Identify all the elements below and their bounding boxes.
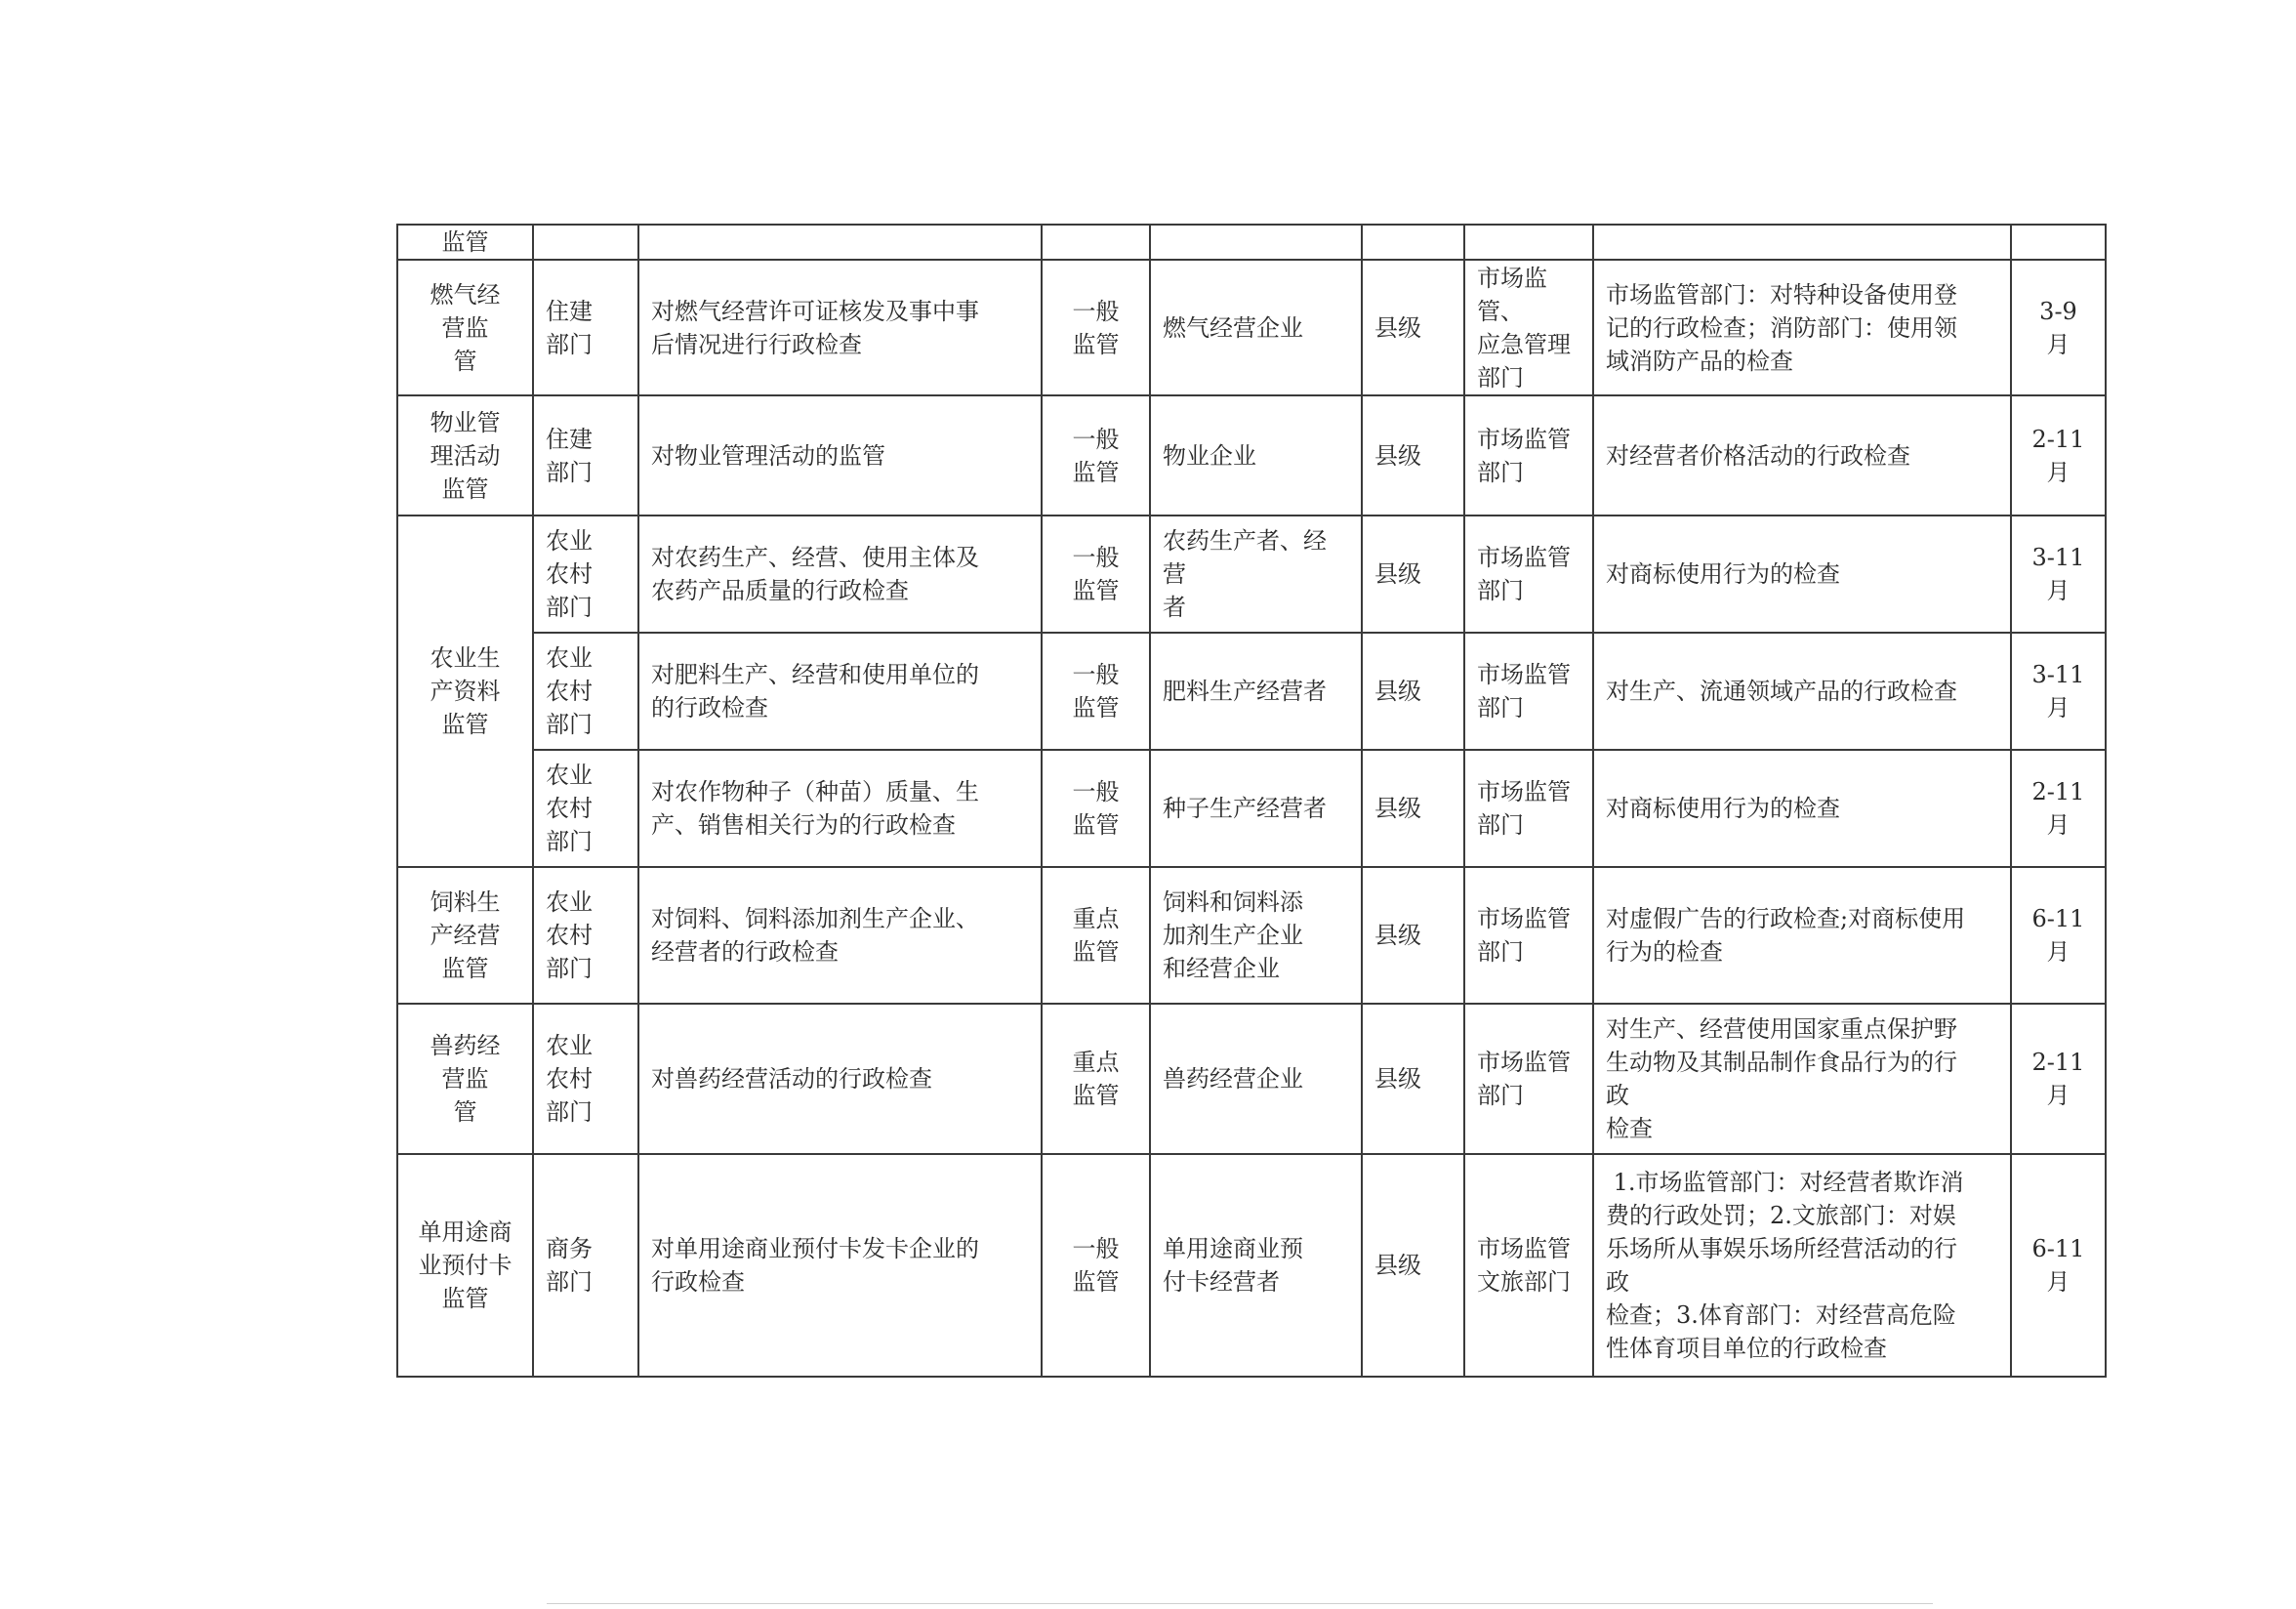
- cell-text-line: 2-11: [2031, 425, 2085, 453]
- cell-text-line: 监管: [441, 228, 489, 256]
- cell-text-line: 农业生: [430, 644, 501, 672]
- cell-text-line: 部门: [546, 711, 593, 738]
- joint-inspection-content-cell: [1593, 1004, 2011, 1154]
- cell-text-line: 月: [2046, 811, 2070, 839]
- cell-text-line: 县级: [1374, 795, 1421, 822]
- cooperating-department-cell: [1464, 516, 1593, 633]
- cell-text-line: 农药产品质量的行政检查: [651, 577, 909, 604]
- joint-inspection-content-cell: [1593, 633, 2011, 750]
- table-row: [397, 225, 2106, 260]
- cell-text-line: 市场监管: [1477, 778, 1571, 805]
- lead-department-cell: [533, 867, 638, 1004]
- cell-text-line: 3-9: [2039, 297, 2077, 325]
- cell-text-line: 对虚假广告的行政检查;对商标使用: [1606, 905, 1966, 932]
- cooperating-department-cell: [1464, 633, 1593, 750]
- inspection-content-cell: [638, 1154, 1042, 1377]
- cell-text-line: 监管: [441, 955, 489, 982]
- cell-text-line: 农业: [546, 527, 593, 555]
- cell-text-line: 饲料和饲料添: [1163, 888, 1303, 916]
- cell-text-line: 农药生产者、经营: [1163, 527, 1327, 588]
- cell-text-line: 营监: [441, 1065, 489, 1093]
- cell-text-line: 者: [1163, 594, 1186, 621]
- cell-text-line: 重点: [1072, 905, 1120, 932]
- joint-inspection-content-cell: [1593, 225, 2011, 260]
- cell-text-line: 2-11: [2031, 778, 2085, 805]
- cell-text-line: 市场监管: [1477, 544, 1571, 571]
- cooperating-department-cell: [1464, 260, 1593, 395]
- cell-text-line: 付卡经营者: [1163, 1268, 1280, 1296]
- timeframe-cell: [2011, 260, 2106, 395]
- cell-text-line: 一般: [1072, 297, 1120, 325]
- cell-text-line: 政: [1606, 1082, 1629, 1109]
- cooperating-department-cell: [1464, 1004, 1593, 1154]
- cooperating-department-cell: [1464, 1154, 1593, 1377]
- inspection-object-cell: [1150, 260, 1362, 395]
- cell-text-line: 加剂生产企业: [1163, 922, 1303, 949]
- joint-inspection-content-cell: [1593, 750, 2011, 867]
- supervision-type-cell: [1042, 867, 1150, 1004]
- cell-text-line: 燃气经营企业: [1163, 313, 1303, 342]
- cell-text-line: 行为的检查: [1606, 938, 1723, 966]
- cell-text-line: 监管: [1072, 811, 1120, 839]
- table-row: [397, 516, 2106, 633]
- cell-text-line: 一般: [1072, 661, 1120, 688]
- cell-text-line: 理活动: [430, 441, 501, 470]
- cell-text-line: 县级: [1374, 441, 1421, 470]
- cooperating-department-cell: [1464, 867, 1593, 1004]
- cell-text-line: 对生产、流通领域产品的行政检查: [1606, 678, 1957, 705]
- cell-text-line: 单用途商业预: [1163, 1235, 1303, 1262]
- cell-text-line: 监管: [1072, 1268, 1120, 1296]
- cell-text-line: 农村: [546, 560, 593, 588]
- joint-inspection-content-cell: [1593, 516, 2011, 633]
- cell-text-line: 营监: [441, 313, 489, 342]
- level-cell: [1362, 516, 1464, 633]
- supervision-item-cell: [397, 516, 533, 867]
- cell-text-line: 县级: [1374, 560, 1421, 588]
- supervision-table: [396, 224, 2107, 1378]
- cell-text-line: 月: [2046, 938, 2070, 966]
- cell-text-line: 月: [2046, 577, 2070, 604]
- level-cell: [1362, 633, 1464, 750]
- cell-text-line: 政: [1606, 1268, 1629, 1296]
- inspection-object-cell: [1150, 225, 1362, 260]
- cell-text-line: 市场监管: [1477, 1235, 1571, 1262]
- cell-text-line: 性体育项目单位的行政检查: [1606, 1335, 1887, 1362]
- cell-text-line: 监管: [1072, 458, 1120, 486]
- inspection-content-cell: [638, 260, 1042, 395]
- supervision-type-cell: [1042, 225, 1150, 260]
- inspection-content-cell: [638, 225, 1042, 260]
- cell-text-line: 记的行政检查；消防部门：使用领: [1606, 313, 1957, 342]
- cell-text-line: 农业: [546, 762, 593, 789]
- cell-text-line: 农村: [546, 922, 593, 949]
- lead-department-cell: [533, 633, 638, 750]
- cell-text-line: 管: [453, 1098, 477, 1126]
- cell-text-line: 单用途商: [418, 1218, 512, 1246]
- cell-text-line: 监管: [1072, 1082, 1120, 1109]
- cell-text-line: 监管: [1072, 577, 1120, 604]
- supervision-item-cell: [397, 1004, 533, 1154]
- cell-text-line: 部门: [546, 594, 593, 621]
- cell-text-line: 月: [2046, 694, 2070, 722]
- inspection-content-cell: [638, 395, 1042, 516]
- cell-text-line: 肥料生产经营者: [1163, 678, 1327, 705]
- cell-text-line: 文旅部门: [1477, 1268, 1571, 1296]
- cell-text-line: 住建: [546, 297, 593, 325]
- joint-inspection-content-cell: [1593, 1154, 2011, 1377]
- cell-text-line: 部门: [546, 330, 593, 358]
- cell-text-line: 种子生产经营者: [1163, 795, 1327, 822]
- cell-text-line: 监管: [441, 1285, 489, 1312]
- cell-text-line: 一般: [1072, 544, 1120, 571]
- cell-text-line: 应急管理: [1477, 330, 1571, 358]
- cell-text-line: 对商标使用行为的检查: [1606, 795, 1840, 822]
- scan-artifact-line: [547, 1603, 1933, 1604]
- table-row: [397, 750, 2106, 867]
- cell-text-line: 部门: [1477, 363, 1524, 392]
- cell-text-line: 市场监管: [1477, 1049, 1571, 1076]
- cell-text-line: 农业: [546, 888, 593, 916]
- timeframe-cell: [2011, 750, 2106, 867]
- cell-text-line: 县级: [1374, 313, 1421, 342]
- supervision-type-cell: [1042, 516, 1150, 633]
- cell-text-line: 管: [453, 347, 477, 375]
- cell-text-line: 农村: [546, 795, 593, 822]
- inspection-content-cell: [638, 1004, 1042, 1154]
- timeframe-cell: [2011, 1154, 2106, 1377]
- supervision-type-cell: [1042, 633, 1150, 750]
- cell-text-line: 市场监管: [1477, 425, 1571, 453]
- cell-text-line: 对兽药经营活动的行政检查: [651, 1065, 932, 1093]
- supervision-type-cell: [1042, 750, 1150, 867]
- cell-text-line: 兽药经: [430, 1032, 501, 1059]
- inspection-content-cell: [638, 867, 1042, 1004]
- timeframe-cell: [2011, 225, 2106, 260]
- supervision-item-cell: [397, 225, 533, 260]
- cell-text-line: 部门: [546, 458, 593, 486]
- timeframe-cell: [2011, 633, 2106, 750]
- cell-text-line: 部门: [1477, 1082, 1524, 1109]
- cell-text-line: 检查；3.体育部门：对经营高危险: [1606, 1301, 1956, 1329]
- cell-text-line: 重点: [1072, 1049, 1120, 1076]
- table-row: [397, 260, 2106, 395]
- cell-text-line: 产、销售相关行为的行政检查: [651, 811, 956, 839]
- lead-department-cell: [533, 1004, 638, 1154]
- cell-text-line: 乐场所从事娱乐场所经营活动的行: [1606, 1235, 1957, 1262]
- inspection-object-cell: [1150, 750, 1362, 867]
- table-row: [397, 633, 2106, 750]
- lead-department-cell: [533, 1154, 638, 1377]
- cell-text-line: 的行政检查: [651, 694, 768, 722]
- inspection-object-cell: [1150, 1154, 1362, 1377]
- table-row: [397, 395, 2106, 516]
- cell-text-line: 监管: [1072, 330, 1120, 358]
- lead-department-cell: [533, 516, 638, 633]
- cooperating-department-cell: [1464, 395, 1593, 516]
- inspection-object-cell: [1150, 633, 1362, 750]
- cell-text-line: 物业企业: [1163, 441, 1256, 470]
- cell-text-line: 产资料: [430, 678, 501, 705]
- cell-text-line: 县级: [1374, 1065, 1421, 1093]
- cell-text-line: 对单用途商业预付卡发卡企业的: [651, 1235, 979, 1262]
- supervision-type-cell: [1042, 1154, 1150, 1377]
- cell-text-line: 域消防产品的检查: [1606, 347, 1793, 375]
- cell-text-line: 部门: [546, 828, 593, 855]
- cell-text-line: 月: [2046, 1268, 2070, 1296]
- cell-text-line: 市场监管、: [1477, 264, 1547, 325]
- level-cell: [1362, 260, 1464, 395]
- cell-text-line: 部门: [1477, 694, 1524, 722]
- supervision-type-cell: [1042, 260, 1150, 395]
- lead-department-cell: [533, 225, 638, 260]
- cell-text-line: 部门: [546, 955, 593, 982]
- cooperating-department-cell: [1464, 225, 1593, 260]
- cell-text-line: 月: [2046, 330, 2070, 358]
- cell-text-line: 部门: [1477, 938, 1524, 966]
- cell-text-line: 监管: [1072, 938, 1120, 966]
- cell-text-line: 6-11: [2031, 1235, 2085, 1262]
- cell-text-line: 一般: [1072, 425, 1120, 453]
- inspection-content-cell: [638, 750, 1042, 867]
- supervision-item-cell: [397, 867, 533, 1004]
- lead-department-cell: [533, 260, 638, 395]
- cell-text-line: 1.市场监管部门：对经营者欺诈消: [1606, 1169, 1964, 1196]
- table-row: [397, 1004, 2106, 1154]
- table-row: [397, 867, 2106, 1004]
- level-cell: [1362, 867, 1464, 1004]
- cell-text-line: 部门: [546, 1268, 593, 1296]
- timeframe-cell: [2011, 395, 2106, 516]
- inspection-object-cell: [1150, 1004, 1362, 1154]
- cell-text-line: 农村: [546, 1065, 593, 1093]
- cell-text-line: 6-11: [2031, 905, 2085, 932]
- cell-text-line: 燃气经: [430, 280, 501, 309]
- cell-text-line: 2-11: [2031, 1049, 2085, 1076]
- cell-text-line: 经营者的行政检查: [651, 938, 839, 966]
- cell-text-line: 月: [2046, 1082, 2070, 1109]
- cell-text-line: 兽药经营企业: [1163, 1065, 1303, 1093]
- cell-text-line: 后情况进行行政检查: [651, 330, 862, 358]
- cell-text-line: 对燃气经营许可证核发及事中事: [651, 297, 979, 325]
- cell-text-line: 和经营企业: [1163, 955, 1280, 982]
- cell-text-line: 对饲料、饲料添加剂生产企业、: [651, 905, 979, 932]
- lead-department-cell: [533, 750, 638, 867]
- timeframe-cell: [2011, 516, 2106, 633]
- cell-text-line: 部门: [1477, 458, 1524, 486]
- cell-text-line: 监管: [441, 711, 489, 738]
- cell-text-line: 业预付卡: [418, 1252, 512, 1279]
- inspection-content-cell: [638, 516, 1042, 633]
- timeframe-cell: [2011, 867, 2106, 1004]
- inspection-content-cell: [638, 633, 1042, 750]
- cell-text-line: 农业: [546, 1032, 593, 1059]
- cell-text-line: 对商标使用行为的检查: [1606, 560, 1840, 588]
- level-cell: [1362, 750, 1464, 867]
- cell-text-line: 对经营者价格活动的行政检查: [1606, 441, 1910, 470]
- joint-inspection-content-cell: [1593, 260, 2011, 395]
- cell-text-line: 县级: [1374, 678, 1421, 705]
- cell-text-line: 监管: [1072, 694, 1120, 722]
- cell-text-line: 部门: [546, 1098, 593, 1126]
- supervision-item-cell: [397, 395, 533, 516]
- supervision-item-cell: [397, 260, 533, 395]
- cell-text-line: 费的行政处罚；2.文旅部门：对娱: [1606, 1202, 1956, 1229]
- cell-text-line: 一般: [1072, 1235, 1120, 1262]
- cell-text-line: 生动物及其制品制作食品行为的行: [1606, 1049, 1957, 1076]
- cell-text-line: 3-11: [2031, 661, 2085, 688]
- cell-text-line: 对农药生产、经营、使用主体及: [651, 544, 979, 571]
- inspection-object-cell: [1150, 867, 1362, 1004]
- supervision-type-cell: [1042, 1004, 1150, 1154]
- cell-text-line: 商务: [546, 1235, 593, 1262]
- supervision-item-cell: [397, 1154, 533, 1377]
- level-cell: [1362, 1154, 1464, 1377]
- joint-inspection-content-cell: [1593, 395, 2011, 516]
- joint-inspection-content-cell: [1593, 867, 2011, 1004]
- cell-text-line: 部门: [1477, 577, 1524, 604]
- cell-text-line: 行政检查: [651, 1268, 745, 1296]
- level-cell: [1362, 395, 1464, 516]
- cell-text-line: 农业: [546, 644, 593, 672]
- cell-text-line: 县级: [1374, 922, 1421, 949]
- inspection-object-cell: [1150, 516, 1362, 633]
- cell-text-line: 监管: [441, 474, 489, 503]
- cell-text-line: 农村: [546, 678, 593, 705]
- cell-text-line: 住建: [546, 425, 593, 453]
- supervision-type-cell: [1042, 395, 1150, 516]
- table-row: [397, 1154, 2106, 1377]
- cell-text-line: 对生产、经营使用国家重点保护野: [1606, 1015, 1957, 1043]
- cell-text-line: 一般: [1072, 778, 1120, 805]
- inspection-object-cell: [1150, 395, 1362, 516]
- cell-text-line: 3-11: [2031, 544, 2085, 571]
- cell-text-line: 部门: [1477, 811, 1524, 839]
- cooperating-department-cell: [1464, 750, 1593, 867]
- cell-text-line: 对农作物种子（种苗）质量、生: [651, 778, 979, 805]
- cell-text-line: 产经营: [430, 922, 501, 949]
- cell-text-line: 对物业管理活动的监管: [651, 441, 885, 470]
- timeframe-cell: [2011, 1004, 2106, 1154]
- cell-text-line: 县级: [1374, 1252, 1421, 1279]
- cell-text-line: 饲料生: [430, 888, 501, 916]
- cell-text-line: 对肥料生产、经营和使用单位的: [651, 661, 979, 688]
- cell-text-line: 市场监管: [1477, 905, 1571, 932]
- level-cell: [1362, 225, 1464, 260]
- level-cell: [1362, 1004, 1464, 1154]
- lead-department-cell: [533, 395, 638, 516]
- cell-text-line: 市场监管部门：对特种设备使用登: [1606, 280, 1957, 309]
- cell-text-line: 月: [2046, 458, 2070, 486]
- cell-text-line: 物业管: [430, 408, 501, 436]
- cell-text-line: 检查: [1606, 1115, 1653, 1142]
- cell-text-line: 市场监管: [1477, 661, 1571, 688]
